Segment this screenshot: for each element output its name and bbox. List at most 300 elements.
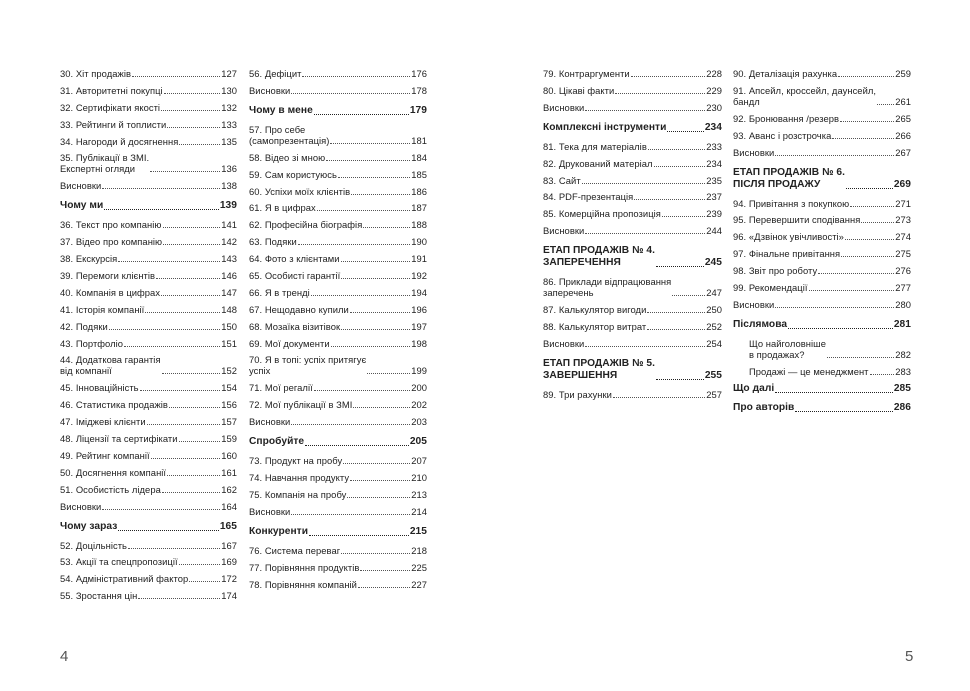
toc-entry-title: 64. Фото з клієнтами: [249, 253, 340, 265]
toc-entry-title: 89. Три рахунки: [543, 388, 612, 400]
toc-entry: [60, 85, 237, 96]
toc-entry-title: 37. Відео про компанію: [60, 236, 163, 248]
toc-entry-title: 51. Особистість лідера: [60, 483, 161, 495]
toc-entry-title: Чому в мене: [249, 104, 313, 116]
toc-entry-page: 228: [706, 68, 722, 79]
toc-section-heading: [60, 521, 237, 533]
toc-entry-title: 40. Компанія в цифрах: [60, 286, 161, 298]
toc-entry-page: 218: [411, 544, 427, 556]
toc-entry: [249, 270, 427, 281]
toc-entry-title: 54. Адміністративний фактор: [60, 573, 189, 585]
dot-leader: [317, 210, 410, 211]
toc-entry-title: Що далі: [733, 382, 775, 394]
dot-leader: [124, 346, 220, 347]
toc-entry-title: ЕТАП ПРОДАЖІВ № 5. ЗАВЕРШЕННЯ: [543, 357, 655, 381]
toc-entry-page: 250: [706, 304, 722, 316]
toc-entry: [543, 102, 722, 113]
toc-entry: [60, 152, 237, 174]
toc-entry: [60, 219, 237, 230]
toc-entry: [60, 556, 237, 567]
toc-entry-page: 255: [704, 369, 722, 381]
toc-entry: [249, 321, 427, 332]
toc-entry-title: Висновки: [60, 180, 102, 192]
dot-leader: [179, 144, 220, 145]
dot-leader: [648, 149, 705, 150]
toc-entry: [543, 85, 722, 96]
toc-entry-page: 151: [221, 337, 237, 349]
toc-entry-page: 132: [221, 101, 237, 113]
toc-entry-title: 71. Мої регалії: [249, 382, 313, 394]
toc-section-heading: [543, 358, 722, 382]
dot-leader: [109, 329, 220, 330]
toc-entry-page: 245: [704, 257, 722, 269]
toc-entry-title: Спробуйте: [249, 436, 305, 448]
toc-entry-title: 79. Контраргументи: [543, 68, 630, 79]
toc-entry-page: 139: [219, 200, 237, 212]
toc-entry-title: Комплексні інструменти: [543, 121, 667, 133]
toc-entry-title: 57. Про себе (самопрезентація): [249, 123, 330, 146]
toc-entry-page: 150: [221, 320, 237, 332]
toc-entry-title: 98. Звіт про роботу: [733, 265, 818, 277]
dot-leader: [311, 295, 410, 296]
toc-section-heading: [249, 436, 427, 448]
dot-leader: [775, 155, 894, 156]
toc-entry-page: 138: [221, 180, 237, 192]
toc-entry: [543, 68, 722, 79]
toc-section-heading: [543, 122, 722, 134]
dot-leader: [179, 441, 221, 442]
page-number-right: 5: [905, 648, 914, 665]
dot-leader: [302, 76, 410, 77]
toc-entry-page: 254: [706, 337, 722, 349]
toc-entry-title: 93. Аванс і розстрочка: [733, 129, 832, 141]
dot-leader: [104, 209, 219, 210]
dot-leader: [877, 104, 894, 105]
toc-entry-page: 233: [706, 140, 722, 152]
toc-entry-page: 147: [221, 286, 237, 298]
toc-entry: [60, 338, 237, 349]
toc-entry-title: Чому ми: [60, 200, 104, 212]
dot-leader: [582, 183, 706, 184]
toc-entry: [249, 219, 427, 230]
toc-entry: [249, 562, 427, 573]
toc-entry: [733, 282, 911, 293]
toc-entry-title: 49. Рейтинг компанії: [60, 449, 150, 461]
toc-entry: [249, 472, 427, 483]
dot-leader: [363, 227, 410, 228]
toc-entry-title: 52. Доцільність: [60, 539, 127, 551]
dot-leader: [775, 392, 893, 393]
toc-entry: [733, 113, 911, 124]
toc-entry-title: 45. Інноваційність: [60, 382, 139, 394]
toc-entry-title: Висновки: [733, 146, 775, 158]
toc-entry-title: 97. Фінальне привітання: [733, 248, 841, 260]
dot-leader: [870, 374, 895, 375]
toc-entry-title: 74. Навчання продукту: [249, 472, 350, 484]
toc-entry: [543, 304, 722, 315]
toc-entry-title: 87. Калькулятор вигоди: [543, 304, 647, 316]
toc-entry-title: Що найголовніше в продажах?: [749, 337, 826, 360]
dot-leader: [347, 497, 410, 498]
dot-leader: [305, 445, 409, 446]
toc-entry-title: 72. Мої публікації в ЗМІ: [249, 399, 353, 411]
toc-entry-page: 176: [411, 68, 427, 79]
dot-leader: [861, 222, 894, 223]
toc-entry: [249, 489, 427, 500]
toc-entry-page: 199: [411, 365, 427, 377]
toc-entry-title: 34. Нагороди й досягнення: [60, 135, 179, 147]
dot-leader: [326, 160, 410, 161]
dot-leader: [672, 295, 705, 296]
toc-entry: [733, 265, 911, 276]
toc-entry-page: 234: [704, 121, 722, 133]
toc-entry-page: 164: [221, 500, 237, 512]
toc-entry: [733, 214, 911, 225]
toc-entry: [733, 68, 911, 79]
toc-entry-title: 81. Тека для матеріалів: [543, 140, 647, 152]
toc-entry-page: 269: [893, 178, 911, 190]
toc-entry: [60, 119, 237, 130]
toc-entry-title: Висновки: [733, 298, 775, 310]
dot-leader: [846, 188, 893, 189]
toc-entry: [249, 338, 427, 349]
toc-entry-page: 275: [895, 248, 911, 260]
dot-leader: [775, 307, 894, 308]
toc-entry-page: 130: [221, 84, 237, 96]
dot-leader: [167, 475, 220, 476]
toc-entry-title: 53. Акції та спецпропозиції: [60, 556, 178, 568]
toc-entry-title: Про авторів: [733, 401, 795, 413]
toc-entry-page: 227: [411, 578, 427, 590]
toc-entry-page: 247: [706, 287, 722, 299]
dot-leader: [138, 598, 220, 599]
toc-entry: [60, 321, 237, 332]
toc-entry-title: 42. Подяки: [60, 320, 108, 332]
dot-leader: [167, 127, 220, 128]
toc-entry-title: ЕТАП ПРОДАЖІВ № 4. ЗАПЕРЕЧЕННЯ: [543, 245, 655, 269]
dot-leader: [840, 121, 894, 122]
toc-entry-title: 91. Апсейл, кроссейл, даунсейл, бандл: [733, 84, 877, 107]
dot-leader: [613, 397, 705, 398]
toc-entry: [60, 573, 237, 584]
toc-entry-page: 154: [221, 382, 237, 394]
toc-entry-title: 67. Нещодавно купили: [249, 303, 349, 315]
toc-entry: [249, 382, 427, 393]
toc-entry: [733, 231, 911, 242]
toc-entry-title: 83. Сайт: [543, 174, 581, 186]
toc-entry-title: 32. Сертифікати якості: [60, 101, 161, 113]
toc-section-heading: [733, 383, 911, 395]
toc-column-2: [249, 68, 427, 595]
dot-leader: [140, 390, 221, 391]
toc-entry-page: 181: [411, 134, 427, 146]
toc-entry-page: 162: [221, 483, 237, 495]
dot-leader: [330, 143, 410, 144]
toc-entry-page: 146: [221, 270, 237, 282]
dot-leader: [341, 553, 410, 554]
toc-entry: [249, 124, 427, 146]
toc-entry: [543, 158, 722, 169]
dot-leader: [169, 407, 220, 408]
toc-entry-page: 197: [411, 320, 427, 332]
dot-leader: [634, 199, 705, 200]
toc-entry-page: 237: [706, 191, 722, 203]
toc-entry-page: 283: [895, 365, 911, 377]
toc-entry-page: 210: [411, 472, 427, 484]
toc-entry-page: 214: [411, 505, 427, 517]
dot-leader: [615, 93, 705, 94]
toc-section-heading: [60, 200, 237, 212]
toc-entry-page: 266: [895, 129, 911, 141]
toc-entry: [60, 450, 237, 461]
toc-entry: [733, 147, 911, 158]
toc-entry: [60, 382, 237, 393]
toc-column-1: [60, 68, 237, 607]
dot-leader: [845, 239, 894, 240]
toc-entry-page: 148: [221, 303, 237, 315]
dot-leader: [827, 357, 894, 358]
toc-entry-title: 44. Додаткова гарантія від компанії: [60, 354, 161, 377]
dot-leader: [818, 273, 894, 274]
toc-entry-title: 43. Портфоліо: [60, 337, 124, 349]
toc-entry-title: 82. Друкований матеріал: [543, 157, 653, 169]
toc-entry-title: 41. Історія компанії: [60, 303, 145, 315]
dot-leader: [809, 290, 895, 291]
dot-leader: [367, 373, 410, 374]
dot-leader: [132, 76, 220, 77]
toc-entry: [733, 366, 911, 377]
toc-entry: [60, 590, 237, 601]
toc-section-heading: [733, 402, 911, 414]
toc-entry: [60, 399, 237, 410]
toc-entry: [60, 253, 237, 264]
toc-entry-title: 61. Я в цифрах: [249, 202, 316, 214]
dot-leader: [147, 424, 221, 425]
dot-leader: [788, 328, 893, 329]
toc-entry-page: 152: [221, 365, 237, 377]
toc-column-3: [543, 68, 722, 406]
toc-entry-page: 179: [409, 104, 427, 116]
toc-section-heading: [249, 105, 427, 117]
dot-leader: [647, 329, 705, 330]
toc-entry-title: 77. Порівняння продуктів: [249, 561, 360, 573]
toc-entry-page: 235: [706, 174, 722, 186]
toc-entry-page: 172: [221, 573, 237, 585]
dot-leader: [358, 587, 410, 588]
dot-leader: [838, 76, 894, 77]
toc-entry-page: 229: [706, 84, 722, 96]
dot-leader: [314, 390, 410, 391]
toc-entry-page: 286: [893, 401, 911, 413]
dot-leader: [151, 458, 221, 459]
dot-leader: [338, 177, 410, 178]
toc-entry-title: 39. Перемоги клієнтів: [60, 270, 156, 282]
toc-entry-title: 35. Публікації в ЗМІ. Експертні огляди: [60, 152, 150, 175]
toc-entry-title: 68. Мозаїка візитівок: [249, 320, 341, 332]
toc-entry-title: 70. Я в топі: успіх притягує успіх: [249, 354, 367, 377]
toc-entry: [60, 270, 237, 281]
dot-leader: [309, 535, 409, 536]
toc-entry-title: 73. Продукт на пробу: [249, 455, 343, 467]
toc-entry-page: 276: [895, 265, 911, 277]
dot-leader: [654, 166, 706, 167]
toc-entry-title: 38. Екскурсія: [60, 253, 118, 265]
toc-entry: [543, 175, 722, 186]
toc-entry-title: 56. Дефіцит: [249, 68, 302, 79]
toc-entry: [733, 130, 911, 141]
toc-entry-title: Продажі — це менеджмент: [749, 365, 869, 377]
toc-section-heading: [249, 526, 427, 538]
toc-entry-page: 277: [895, 282, 911, 294]
dot-leader: [585, 110, 705, 111]
toc-entry-page: 257: [706, 388, 722, 400]
toc-entry: [60, 68, 237, 79]
toc-entry-page: 136: [221, 163, 237, 175]
dot-leader: [118, 530, 219, 531]
toc-entry-title: 88. Калькулятор витрат: [543, 321, 647, 333]
toc-entry: [543, 208, 722, 219]
toc-entry-title: 63. Подяки: [249, 236, 297, 248]
toc-entry: [543, 141, 722, 152]
dot-leader: [162, 373, 221, 374]
toc-entry-page: 274: [895, 231, 911, 243]
toc-entry: [249, 253, 427, 264]
toc-entry-page: 282: [895, 348, 911, 360]
toc-entry: [249, 399, 427, 410]
toc-entry-page: 225: [411, 561, 427, 573]
toc-entry-title: Післямова: [733, 318, 788, 330]
dot-leader: [189, 581, 220, 582]
toc-entry-title: 99. Рекомендації: [733, 282, 808, 294]
toc-entry-page: 185: [411, 168, 427, 180]
toc-entry-page: 165: [219, 520, 237, 532]
toc-entry-title: 95. Перевершити сподівання: [733, 214, 861, 226]
dot-leader: [118, 261, 220, 262]
toc-entry: [733, 338, 911, 360]
dot-leader: [631, 76, 706, 77]
toc-entry-title: Висновки: [543, 337, 585, 349]
toc-section-heading: [543, 245, 722, 269]
toc-entry: [60, 501, 237, 512]
dot-leader: [162, 492, 220, 493]
dot-leader: [161, 295, 220, 296]
toc-entry-page: 285: [893, 382, 911, 394]
toc-entry: [543, 321, 722, 332]
toc-entry: [249, 236, 427, 247]
toc-entry-page: 202: [411, 399, 427, 411]
toc-entry-page: 160: [221, 449, 237, 461]
dot-leader: [647, 312, 705, 313]
toc-entry-page: 191: [411, 253, 427, 265]
toc-entry: [249, 85, 427, 96]
dot-leader: [341, 261, 411, 262]
toc-entry-title: ЕТАП ПРОДАЖІВ № 6. ПІСЛЯ ПРОДАЖУ: [733, 166, 845, 190]
dot-leader: [291, 514, 410, 515]
toc-entry-title: 85. Комерційна пропозиція: [543, 208, 661, 220]
toc-entry-title: Висновки: [249, 505, 291, 517]
toc-entry: [543, 191, 722, 202]
dot-leader: [656, 266, 704, 267]
dot-leader: [156, 278, 220, 279]
toc-entry-page: 234: [706, 157, 722, 169]
toc-entry-page: 167: [221, 539, 237, 551]
toc-entry-title: Чому зараз: [60, 520, 118, 532]
dot-leader: [656, 379, 704, 380]
toc-entry: [249, 455, 427, 466]
toc-entry-page: 203: [411, 416, 427, 428]
toc-entry-title: 62. Професійна біографія: [249, 219, 363, 231]
toc-entry-title: 66. Я в тренді: [249, 286, 310, 298]
toc-entry-page: 161: [221, 466, 237, 478]
toc-entry: [60, 236, 237, 247]
toc-entry: [249, 287, 427, 298]
dot-leader: [667, 131, 703, 132]
toc-entry-page: 157: [221, 416, 237, 428]
toc-entry-page: 273: [895, 214, 911, 226]
toc-entry-title: Висновки: [60, 500, 102, 512]
toc-entry-title: 92. Бронювання /резерв: [733, 112, 840, 124]
dot-leader: [102, 188, 220, 189]
toc-entry-page: 198: [411, 337, 427, 349]
dot-leader: [350, 480, 410, 481]
toc-entry-title: 36. Текст про компанію: [60, 219, 162, 231]
toc-entry-title: 69. Мої документи: [249, 337, 330, 349]
toc-entry-page: 190: [411, 236, 427, 248]
toc-entry-title: 48. Ліцензії та сертифікати: [60, 433, 178, 445]
toc-entry-title: 33. Рейтинги й топлисти: [60, 118, 167, 130]
toc-entry-page: 259: [895, 68, 911, 79]
dot-leader: [850, 206, 894, 207]
dot-leader: [662, 216, 705, 217]
dot-leader: [179, 564, 221, 565]
toc-entry: [249, 169, 427, 180]
dot-leader: [341, 329, 410, 330]
dot-leader: [832, 138, 894, 139]
toc-column-4: [733, 68, 911, 421]
toc-entry-title: 55. Зростання цін: [60, 590, 138, 602]
toc-entry: [249, 304, 427, 315]
dot-leader: [150, 171, 220, 172]
toc-entry-page: 127: [221, 68, 237, 79]
toc-entry-title: 84. PDF-презентація: [543, 191, 634, 203]
dot-leader: [351, 194, 410, 195]
toc-entry-page: 135: [221, 135, 237, 147]
toc-entry-page: 267: [895, 146, 911, 158]
dot-leader: [291, 93, 410, 94]
toc-entry: [60, 136, 237, 147]
toc-entry: [249, 506, 427, 517]
toc-entry-title: Висновки: [249, 416, 291, 428]
toc-entry-page: 159: [221, 433, 237, 445]
dot-leader: [841, 256, 894, 257]
toc-entry-page: 200: [411, 382, 427, 394]
toc-entry-page: 239: [706, 208, 722, 220]
toc-entry: [249, 354, 427, 376]
toc-entry: [543, 276, 722, 298]
toc-entry: [249, 202, 427, 213]
toc-entry: [60, 540, 237, 551]
toc-entry-title: 65. Особисті гарантії: [249, 270, 341, 282]
toc-entry: [60, 304, 237, 315]
toc-entry: [249, 152, 427, 163]
toc-entry-title: 31. Авторитетні покупці: [60, 84, 163, 96]
toc-entry-title: 80. Цікаві факти: [543, 84, 615, 96]
dot-leader: [145, 312, 220, 313]
toc-entry: [733, 198, 911, 209]
dot-leader: [164, 93, 221, 94]
toc-entry-page: 252: [706, 321, 722, 333]
toc-entry-page: 230: [706, 101, 722, 113]
